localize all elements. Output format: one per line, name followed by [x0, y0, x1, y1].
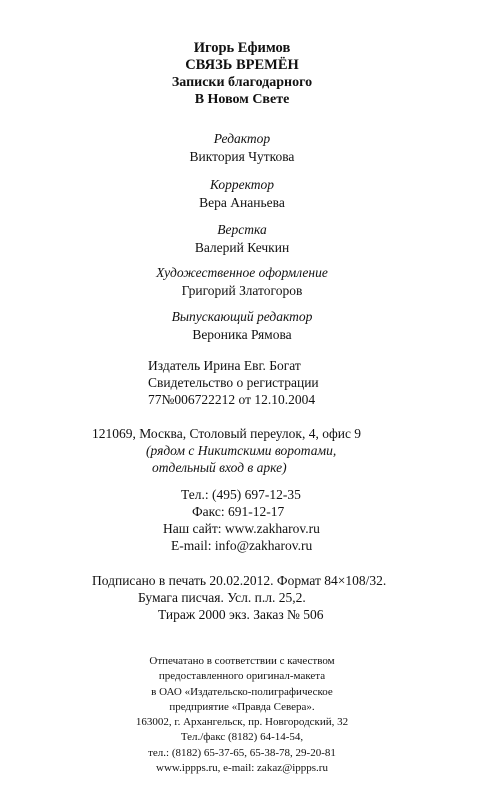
credit-editor: [0, 130, 484, 166]
contacts-block: [163, 486, 333, 554]
address-note-1: (рядом с Никитскими воротами,: [146, 443, 337, 458]
printer-line: Отпечатано в соответствии с качеством: [149, 655, 335, 667]
website: Наш сайт: www.zakharov.ru: [163, 521, 320, 536]
credit-role: Редактор: [213, 131, 271, 146]
credit-proofreader: [0, 176, 484, 212]
print-info-block: [92, 572, 386, 623]
credit-role: Выпускающий редактор: [171, 309, 313, 324]
phone-number: Тел.: (495) 697-12-35: [181, 487, 301, 502]
credit-name: Григорий Златогоров: [181, 283, 303, 298]
address-street: 121069, Москва, Столовый переулок, 4, офис 9: [92, 426, 362, 441]
print-run-order: Тираж 2000 экз. Заказ № 506: [158, 607, 324, 622]
printer-line: тел.: (8182) 65-37-65, 65-38-78, 29-20-81: [148, 746, 336, 759]
credit-role: Верстка: [217, 222, 267, 237]
author-name: Игорь Ефимов: [193, 40, 291, 56]
email-address: E-mail: info@zakharov.ru: [171, 538, 313, 553]
credit-role: Художественное оформление: [156, 265, 328, 280]
printer-line: 163002, г. Архангельск, пр. Новгородский, 32: [135, 716, 349, 729]
publisher-block: [148, 357, 319, 408]
printer-line: предоставленного оригинал-макета: [158, 670, 326, 683]
credit-name: Вера Ананьева: [199, 195, 285, 210]
printer-line: предприятие «Правда Севера».: [169, 700, 315, 713]
book-subtitle-line-1: Записки благодарного: [171, 75, 313, 90]
book-title: СВЯЗЬ ВРЕМЁН: [185, 57, 299, 73]
credit-layout: [0, 221, 484, 257]
title-block: [0, 40, 484, 108]
printer-block: [0, 654, 484, 776]
credit-art-design: [0, 264, 484, 300]
registration-label: Свидетельство о регистрации: [148, 375, 319, 390]
print-paper: Бумага писчая. Усл. п.л. 25,2.: [138, 590, 306, 605]
publisher-name: Издатель Ирина Евг. Богат: [148, 358, 301, 373]
printer-line: Тел./факс (8182) 64-14-54,: [180, 731, 304, 744]
print-signed-format: Подписано в печать 20.02.2012. Формат 84×108/32.: [92, 573, 387, 588]
credit-name: Виктория Чуткова: [189, 149, 295, 164]
address-note-2: отдельный вход в арке): [152, 460, 287, 475]
credit-managing-editor: [0, 308, 484, 344]
printer-line: в ОАО «Издательско-полиграфическое: [151, 685, 333, 698]
fax-number: Факс: 691-12-17: [192, 504, 285, 519]
book-subtitle-line-2: В Новом Свете: [194, 92, 290, 107]
registration-number: 77№006722212 от 12.10.2004: [148, 392, 316, 407]
credit-role: Корректор: [209, 177, 275, 192]
address-block: [92, 425, 361, 476]
credit-name: Вероника Рямова: [192, 327, 292, 342]
credit-name: Валерий Кечкин: [194, 240, 290, 255]
printer-line: www.ippps.ru, e-mail: zakaz@ippps.ru: [156, 762, 328, 775]
